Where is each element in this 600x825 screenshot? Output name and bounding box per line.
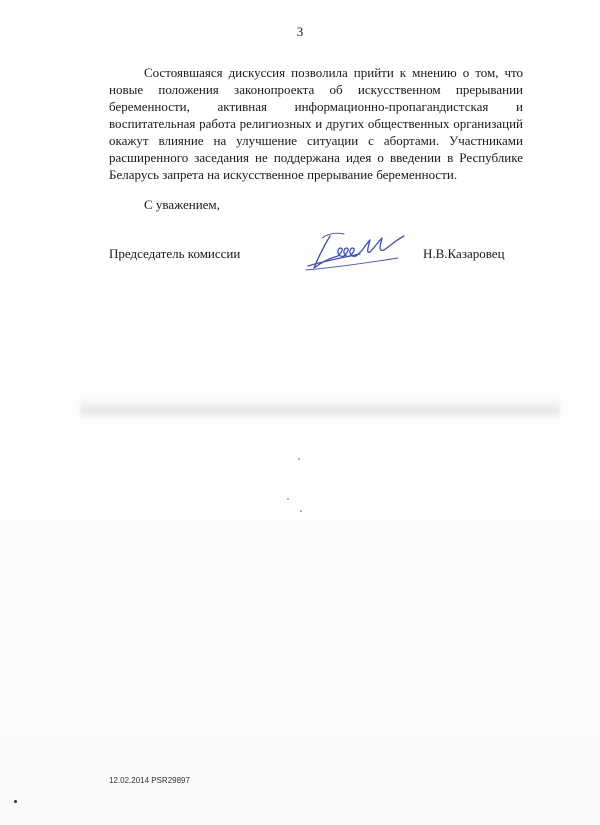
paragraph-line: окажут влияние на улучшение ситуации с абортами. Участниками <box>109 133 523 148</box>
scan-speck <box>298 458 300 460</box>
paragraph-line: расширенного заседания не поддержана идея о введении в Республике <box>109 150 523 165</box>
scan-mark <box>14 800 17 803</box>
paragraph-line: Состоявшаяся дискуссия позволила прийти к мнению о том, что <box>144 65 523 80</box>
paragraph-line: беременности, активная информационно-пропагандистская и <box>109 99 523 114</box>
scan-fold-shadow <box>80 398 560 420</box>
page-number: 3 <box>296 24 304 39</box>
paragraph-line: Беларусь запрета на искусственное прерывание беременности. <box>109 167 458 182</box>
signer-title: Председатель комиссии <box>109 246 241 261</box>
scan-speck <box>287 498 289 500</box>
paragraph-line: новые положения законопроекта об искусственном прерывании <box>109 82 523 97</box>
handwritten-signature <box>300 228 418 276</box>
paragraph-line: воспитательная работа религиозных и других общественных организаций <box>109 116 523 131</box>
scan-speck <box>300 510 302 512</box>
signer-name: Н.В.Казаровец <box>423 246 505 261</box>
footer-code: 12.02.2014 PSR29897 <box>109 776 190 785</box>
body-paragraph <box>109 64 523 183</box>
closing-salutation: С уважением, <box>144 197 220 212</box>
